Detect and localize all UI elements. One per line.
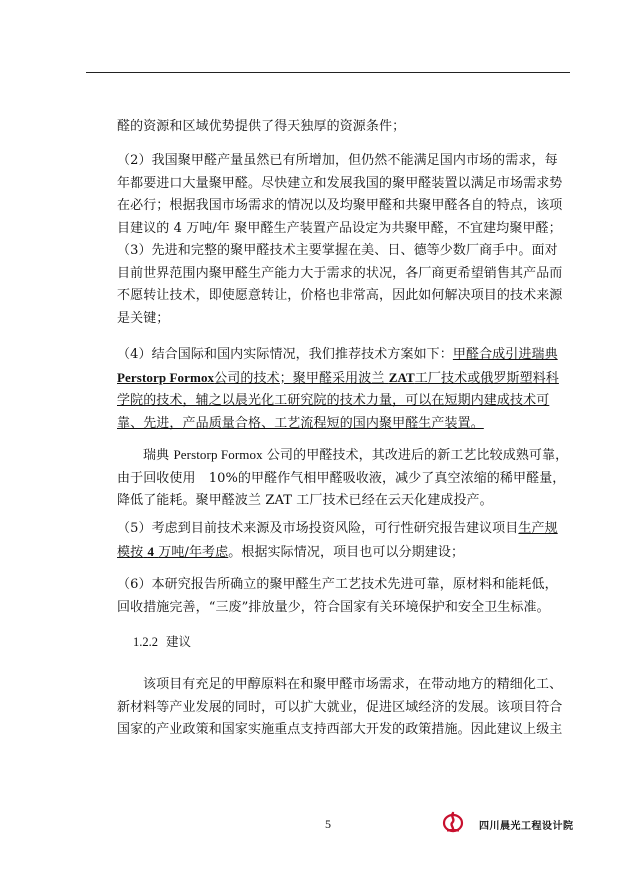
paragraph-item-6: （6）本研究报告所确立的聚甲醛生产工艺技术先进可靠，原材料和能耗低，回收措施完善，“三废”排放量少，符合国家有关环境保护和安全卫生标准。 bbox=[117, 577, 558, 615]
paragraph-item-3: （3）先进和完整的聚甲醛技术主要掌握在美、日、德等少数厂商手中。面对目前世界范围内聚甲醛生产能力大于需求的状况，各厂商更希望销售其产品而不愿转让技术，即使愿意转让，价格也非常高，因此如何解决项目的技术来源是关键； bbox=[117, 243, 563, 326]
recommended-scheme: 甲醛合成引进瑞典Perstorp Formox公司的技术；聚甲醛采用波兰 ZAT工厂技术或俄罗斯塑料科学院的技术，辅之以晨光化工研究院的技术力量，可以在短期内建成技术可靠、先进，产品质量合格、工艺流程短的国内聚甲醛生产装置。 bbox=[117, 347, 559, 431]
paragraph-item-4: （4）结合国际和国内实际情况，我们推荐技术方案如下：甲醛合成引进瑞典Perstorp Formox公司的技术；聚甲醛采用波兰 ZAT工厂技术或俄罗斯塑料科学院的技术，辅之以晨光化工研究院的技术力量，可以在短期内建成技术可靠、先进，产品质量合格、工艺流程短的国内聚甲醛生产装置。 bbox=[117, 347, 559, 431]
page-number: 5 bbox=[325, 817, 331, 831]
paragraph-perstorp: 瑞典 Perstorp Formox 公司的甲醛技术，其改进后的新工艺比较成熟可靠，由于回收使用 10%的甲醛作气相甲醛吸收液，减少了真空浓缩的稀甲醛量，降低了能耗。聚甲醛波兰 ZAT 工厂技术已经在云天化建成投产。 bbox=[117, 447, 569, 508]
paragraph-item-5: （5）考虑到目前技术来源及市场投资风险，可行性研究报告建议项目生产规模按 4 万吨/年考虑。根据实际情况，项目也可以分期建设； bbox=[117, 521, 558, 560]
company-logo-icon bbox=[442, 811, 464, 833]
header-rule bbox=[86, 72, 570, 73]
paragraph-continuation: 醛的资源和区域优势提供了得天独厚的资源条件； bbox=[117, 119, 406, 134]
production-scale: 生产规模按 4 万吨/年考虑 bbox=[117, 521, 558, 560]
paragraph-item-2: （2）我国聚甲醛产量虽然已有所增加，但仍然不能满足国内市场的需求，每年都要进口大量聚甲醛。尽快建立和发展我国的聚甲醛装置以满足市场需求势在必行；根据我国市场需求的情况以及均聚甲醛和共聚甲醛各自的特点，该项目建议的 4 万吨/年 聚甲醛生产装置产品设定为共聚甲醛，不宜建均聚甲醛； bbox=[117, 153, 563, 236]
section-heading: 1.2.2 建议 bbox=[133, 634, 191, 649]
paragraph-suggestion: 该项目有充足的甲醇原料在和聚甲醛市场需求，在带动地方的精细化工、新材料等产业发展的同时，可以扩大就业，促进区域经济的发展。该项目符合国家的产业政策和国家实施重点支持西部大开发的政策措施。因此建议上级主 bbox=[117, 677, 563, 737]
organization-name: 四川晨光工程设计院 bbox=[479, 821, 574, 832]
